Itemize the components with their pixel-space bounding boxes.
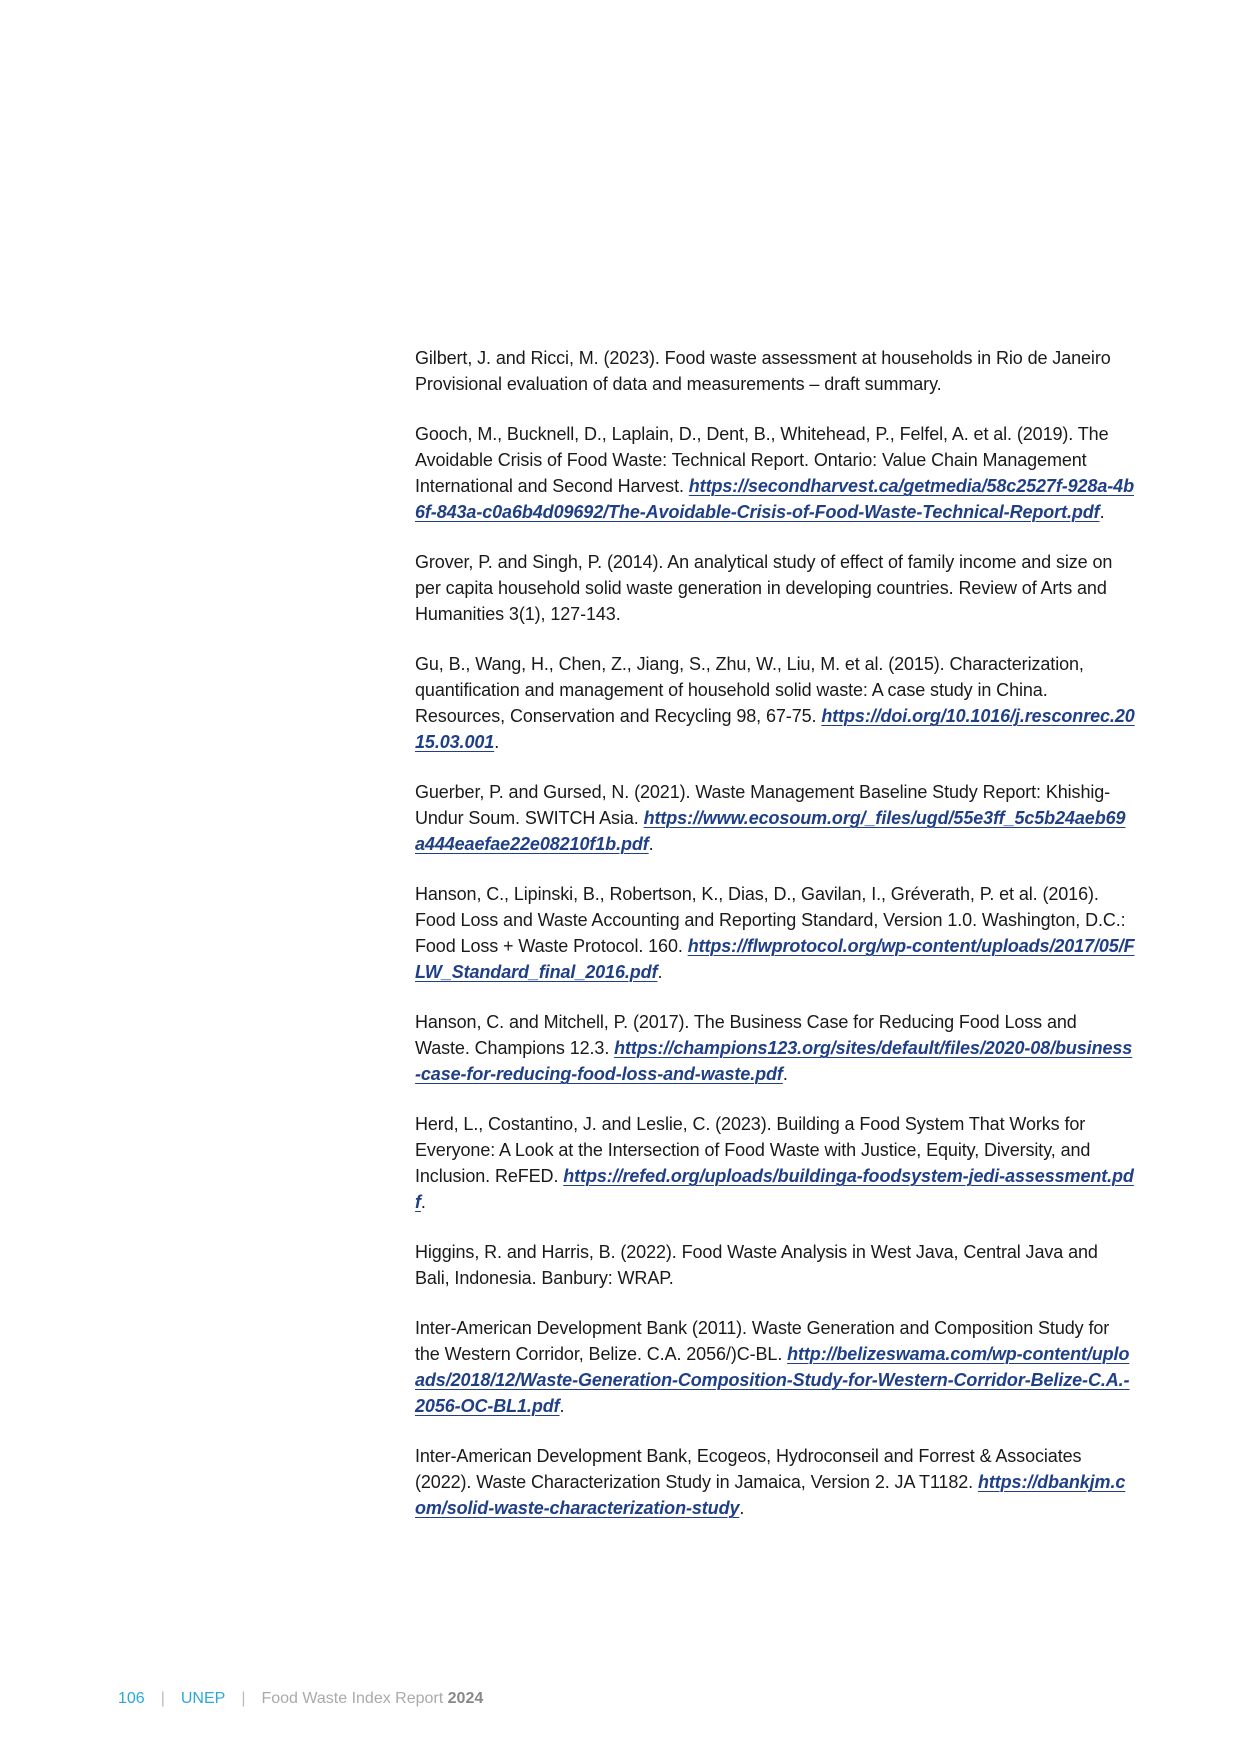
reference-list	[415, 345, 1135, 1545]
footer-separator: |	[241, 1690, 246, 1707]
reference-link[interactable]: https://secondharvest.ca/getmedia/58c2527f-928a-4b6f-843a-c0a6b4d09692/The-Avoidable-Crisis-of-Food-Waste-Technical-Report.pdf	[415, 476, 1134, 522]
reference-link[interactable]: https://dbankjm.com/solid-waste-characterization-study	[415, 1472, 1126, 1518]
report-year: 2024	[447, 1690, 484, 1707]
reference-entry: Hanson, C. and Mitchell, P. (2017). The Business Case for Reducing Food Loss and Waste. Champions 12.3. https://champions123.org/sites/default/files/2020-08/business-case-for-reducing-food-loss-and-waste.pdf.	[415, 1012, 1133, 1084]
reference-entry: Gu, B., Wang, H., Chen, Z., Jiang, S., Zhu, W., Liu, M. et al. (2015). Characterization, quantification and management of household solid waste: A case study in China. Resources, Conservation and Recycling 98, 67-75. https://doi.org/10.1016/j.resconrec.2015.03.001.	[415, 654, 1135, 752]
reference-entry: Inter-American Development Bank, Ecogeos, Hydroconseil and Forrest & Associates (2022). Waste Characterization Study in Jamaica, Version 2. JA T1182. https://dbankjm.com/solid-waste-characterization-study.	[415, 1446, 1126, 1518]
reference-text: Inter-American Development Bank, Ecogeos, Hydroconseil and Forrest & Associates (2022). Waste Characterization Study in Jamaica, Version 2. JA T1182.	[415, 1446, 1082, 1492]
reference-link[interactable]: https://www.ecosoum.org/_files/ugd/55e3ff_5c5b24aeb69a444eaefae22e08210f1b.pdf	[415, 808, 1126, 854]
reference-text: Higgins, R. and Harris, B. (2022). Food Waste Analysis in West Java, Central Java and Bali, Indonesia. Banbury: WRAP.	[415, 1242, 1098, 1288]
reference-text: Hanson, C. and Mitchell, P. (2017). The Business Case for Reducing Food Loss and Waste. Champions 12.3.	[415, 1012, 1077, 1058]
reference-entry	[415, 1239, 1135, 1291]
reference-link[interactable]: https://flwprotocol.org/wp-content/uploads/2017/05/FLW_Standard_final_2016.pdf	[415, 936, 1135, 982]
reference-text: Herd, L., Costantino, J. and Leslie, C. (2023). Building a Food System That Works for Everyone: A Look at the Intersection of Food Waste with Justice, Equity, Diversity, and Inclusion. ReFED.	[415, 1114, 1091, 1186]
page-number: 106	[118, 1690, 145, 1707]
reference-link[interactable]: https://champions123.org/sites/default/files/2020-08/business-case-for-reducing-food-loss-and-waste.pdf	[415, 1038, 1133, 1084]
reference-text: Hanson, C., Lipinski, B., Robertson, K., Dias, D., Gavilan, I., Gréverath, P. et al. (2016). Food Loss and Waste Accounting and Reporting Standard, Version 1.0. Washington, D.C.: Food Loss + Waste Protocol. 160.	[415, 884, 1126, 956]
reference-text: Gilbert, J. and Ricci, M. (2023). Food waste assessment at households in Rio de Janeiro Provisional evaluation of data and measurements – draft summary.	[415, 348, 1111, 394]
reference-text: Gooch, M., Bucknell, D., Laplain, D., Dent, B., Whitehead, P., Felfel, A. et al. (2019). The Avoidable Crisis of Food Waste: Technical Report. Ontario: Value Chain Management International and Second Harvest.	[415, 424, 1109, 496]
reference-text: Guerber, P. and Gursed, N. (2021). Waste Management Baseline Study Report: Khishig-Undur Soum. SWITCH Asia.	[415, 782, 1111, 828]
organization-name: UNEP	[180, 1690, 226, 1707]
reference-entry	[415, 549, 1135, 627]
footer-separator: |	[160, 1690, 165, 1707]
reference-entry: Gooch, M., Bucknell, D., Laplain, D., Dent, B., Whitehead, P., Felfel, A. et al. (2019). The Avoidable Crisis of Food Waste: Technical Report. Ontario: Value Chain Management International and Second Harvest. https://secondharvest.ca/getmedia/58c2527f-928a-4b6f-843a-c0a6b4d09692/The-Avoidable-Crisis-of-Food-Waste-Technical-Report.pdf.	[415, 424, 1134, 522]
reference-entry	[415, 345, 1135, 397]
reference-link[interactable]: https://refed.org/uploads/buildinga-foodsystem-jedi-assessment.pdf	[415, 1166, 1134, 1212]
report-title: Food Waste Index Report	[261, 1690, 444, 1707]
reference-entry: Inter-American Development Bank (2011). Waste Generation and Composition Study for the Western Corridor, Belize. C.A. 2056/)C-BL. http://belizeswama.com/wp-content/uploads/2018/12/Waste-Generation-Composition-Study-for-Western-Corridor-Belize-C.A.-2056-OC-BL1.pdf.	[415, 1318, 1130, 1416]
reference-entry: Hanson, C., Lipinski, B., Robertson, K., Dias, D., Gavilan, I., Gréverath, P. et al. (2016). Food Loss and Waste Accounting and Reporting Standard, Version 1.0. Washington, D.C.: Food Loss + Waste Protocol. 160. https://flwprotocol.org/wp-content/uploads/2017/05/FLW_Standard_final_2016.pdf.	[415, 884, 1135, 982]
reference-text: Gu, B., Wang, H., Chen, Z., Jiang, S., Zhu, W., Liu, M. et al. (2015). Characterization, quantification and management of household solid waste: A case study in China. Resources, Conservation and Recycling 98, 67-75.	[415, 654, 1084, 726]
reference-text: Grover, P. and Singh, P. (2014). An analytical study of effect of family income and size on per capita household solid waste generation in developing countries. Review of Arts and Humanities 3(1), 127-143.	[415, 552, 1113, 624]
reference-link[interactable]: https://doi.org/10.1016/j.resconrec.2015.03.001	[415, 706, 1135, 752]
page-footer	[118, 1690, 483, 1708]
reference-entry: Guerber, P. and Gursed, N. (2021). Waste Management Baseline Study Report: Khishig-Undur Soum. SWITCH Asia. https://www.ecosoum.org/_files/ugd/55e3ff_5c5b24aeb69a444eaefae22e08210f1b.pdf.	[415, 782, 1126, 854]
reference-link[interactable]: http://belizeswama.com/wp-content/uploads/2018/12/Waste-Generation-Composition-Study-for-Western-Corridor-Belize-C.A.-2056-OC-BL1.pdf	[415, 1344, 1130, 1416]
reference-text: Inter-American Development Bank (2011). Waste Generation and Composition Study for the Western Corridor, Belize. C.A. 2056/)C-BL.	[415, 1318, 1110, 1364]
reference-entry: Herd, L., Costantino, J. and Leslie, C. (2023). Building a Food System That Works for Everyone: A Look at the Intersection of Food Waste with Justice, Equity, Diversity, and Inclusion. ReFED. https://refed.org/uploads/buildinga-foodsystem-jedi-assessment.pdf.	[415, 1114, 1134, 1212]
